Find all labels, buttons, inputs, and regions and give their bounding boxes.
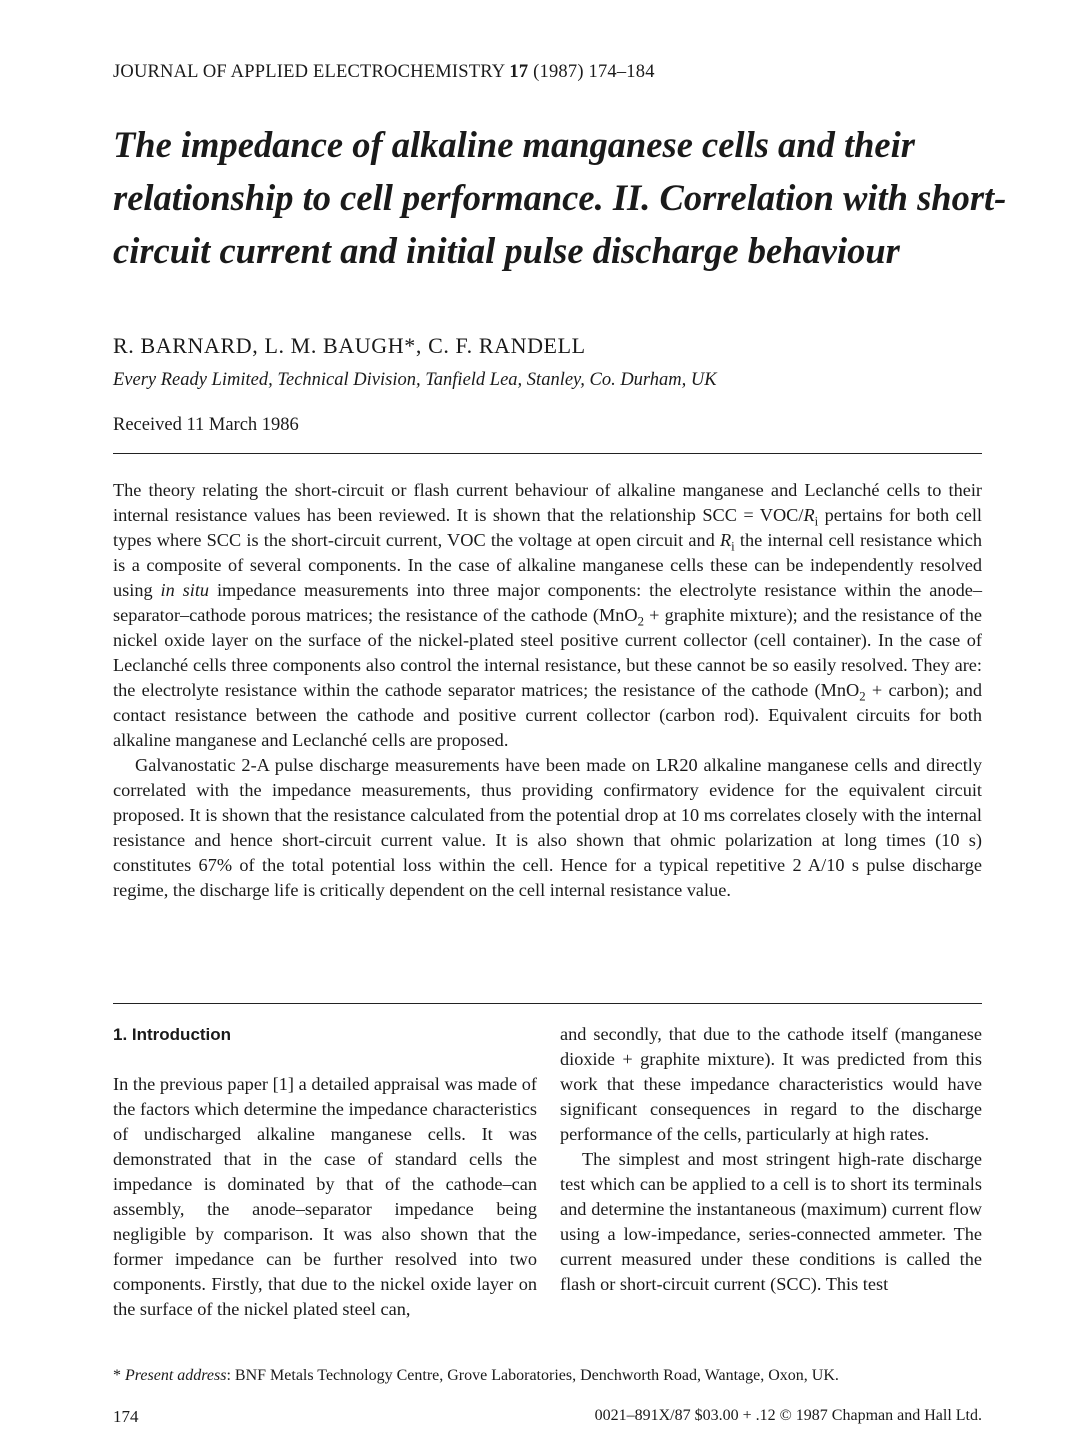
footnote: * Present address: BNF Metals Technology Centre, Grove Laboratories, Denchworth Road, Wantage, Oxon, UK. — [113, 1367, 839, 1384]
running-head — [113, 62, 655, 83]
left-column — [113, 1022, 537, 1322]
abstract-paragraph-2: Galvanostatic 2-A pulse discharge measurements have been made on LR20 alkaline manganese cells and directly correlated with the impedance measurements, thus providing confirmatory evidence for the equivalent circuit proposed. It is shown that the resistance calculated from the potential drop at 10 ms correlates closely with the internal resistance and hence short-circuit current value. It is also shown that ohmic polarization at long times (10 s) constitutes 67% of the total potential loss within the cell. Hence for a typical repetitive 2 A/10 s pulse discharge regime, the discharge life is critically dependent on the cell internal resistance value. — [113, 755, 982, 900]
abstract-top-rule — [113, 453, 982, 454]
section-heading: 1. Introduction — [113, 1025, 232, 1044]
affiliation: Every Ready Limited, Technical Division, Tanfield Lea, Stanley, Co. Durham, UK — [113, 370, 717, 390]
abstract — [113, 478, 982, 903]
intro-paragraph-2: The simplest and most stringent high-rate discharge test which can be applied to a cell is to short its terminals and determine the instantaneous (maximum) current flow using a low-impedance, series-connected ammeter. The current measured under these conditions is called the flash or short-circuit current (SCC). This test — [560, 1149, 982, 1294]
paper-title: The impedance of alkaline manganese cells and their relationship to cell performance. II. Correlation with short-circuit current and initial pulse discharge behaviour — [113, 124, 1007, 271]
journal-volume: 17 — [509, 62, 529, 82]
right-column — [560, 1022, 982, 1297]
received-date: Received 11 March 1986 — [113, 415, 299, 435]
journal-year-pages: (1987) 174–184 — [533, 62, 655, 82]
abstract-bottom-rule — [113, 1003, 982, 1004]
authors: R. BARNARD, L. M. BAUGH*, C. F. RANDELL — [113, 333, 586, 358]
intro-paragraph-1-continued: and secondly, that due to the cathode itself (manganese dioxide + graphite mixture). It was predicted from this work that these impedance characteristics would have significant consequences in regard to the discharge performance of the cells, particularly at high rates. — [560, 1024, 982, 1144]
abstract-paragraph-1: The theory relating the short-circuit or flash current behaviour of alkaline manganese and Leclanché cells to their internal resistance values has been reviewed. It is shown that the relationship SCC = VOC/$R_i$ pertains for both cell types where SCC is the short-circuit current, VOC the voltage at open circuit and $R_i$ the internal cell resistance which is a composite of several components. In the case of alkaline manganese cells these can be independently resolved using in situ impedance measurements into three major components: the electrolyte resistance within the anode–separator–cathode porous matrices; the resistance of the cathode (MnO$_2$ + graphite mixture); and the resistance of the nickel oxide layer on the surface of the nickel-plated steel positive current collector (cell container). In the case of Leclanché cells three components also control the internal resistance, but these cannot be so easily resolved. They are: the electrolyte resistance within the cathode separator matrices; the resistance of the cathode (MnO$_2$ + carbon); and contact resistance between the cathode and positive current collector (carbon rod). Equivalent circuits for both alkaline manganese and Leclanché cells are proposed. — [113, 480, 983, 750]
copyright-line: 0021–891X/87 $03.00 + .12 © 1987 Chapman and Hall Ltd. — [594, 1407, 982, 1424]
intro-paragraph-1: In the previous paper [1] a detailed appraisal was made of the factors which determine the impedance characteristics of undischarged alkaline manganese cells. It was demonstrated that in the case of standard cells the impedance is dominated by that of the cathode–can assembly, the anode–separator impedance being negligible by comparison. It was also shown that the former impedance can be further resolved into two components. Firstly, that due to the nickel oxide layer on the surface of the nickel plated steel can, — [113, 1074, 537, 1319]
page-number: 174 — [113, 1407, 139, 1426]
journal-name: JOURNAL OF APPLIED ELECTROCHEMISTRY — [113, 62, 505, 82]
